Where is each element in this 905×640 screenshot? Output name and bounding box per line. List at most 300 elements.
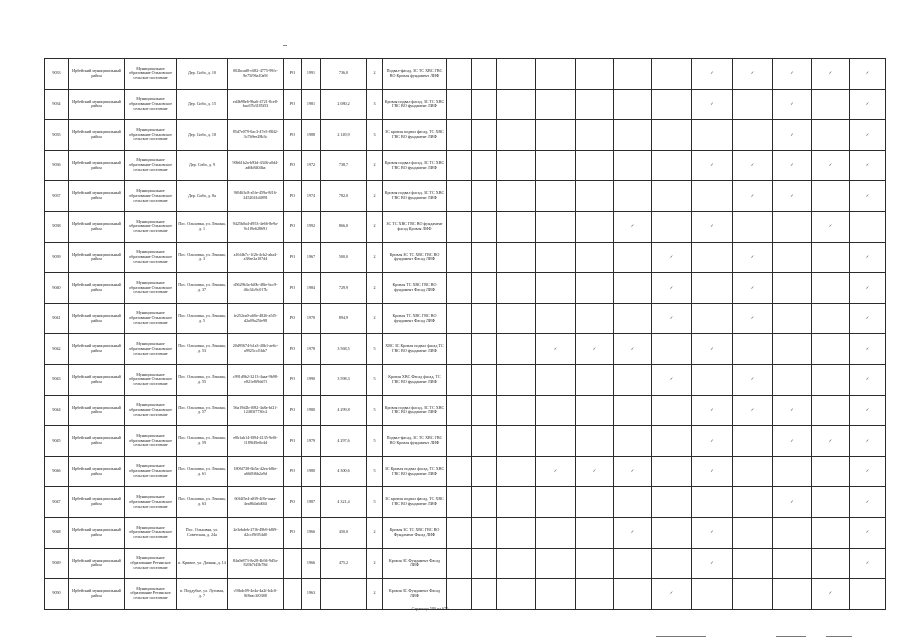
work-check-cell: ✓: [652, 242, 692, 273]
row-id-cell: 9050: [45, 579, 69, 610]
work-check-cell: ✓: [850, 181, 886, 212]
build-year-cell: 1980: [302, 395, 321, 426]
work-check-cell: [614, 426, 652, 457]
address-cell: п. Поддубье, ул. Луговая, д. 7: [177, 579, 228, 610]
row-id-cell: 9048: [45, 517, 69, 548]
district-cell: Ирбейский муниципальный район: [69, 395, 125, 426]
floors-cell: 2: [367, 579, 383, 610]
work-check-cell: [536, 364, 576, 395]
fias-code-cell: fe252ea0-a60e-4826-a5f5-d2a09a25fe98: [228, 303, 284, 334]
address-cell: Пос. Ольховка, ул. Ленина, д. 59: [177, 426, 228, 457]
work-check-cell: [576, 181, 614, 212]
works-list-cell: Кровля ЗС ТС ХВС ГВС ВО Фундамент Фасад ЛИФ: [383, 517, 447, 548]
work-check-cell: [812, 456, 850, 487]
ownership-type-cell: РО: [284, 59, 302, 90]
work-check-cell: [472, 395, 497, 426]
work-check-cell: [576, 517, 614, 548]
work-check-cell: ✓: [773, 487, 812, 518]
work-check-cell: [576, 150, 614, 181]
address-cell: Пос. Ольховка, ул. Ленина, д. 3: [177, 242, 228, 273]
work-check-cell: [773, 579, 812, 610]
fias-code-cell: 84a0e873-0e28-4b94-9d5a-820b7f45b78d: [228, 548, 284, 579]
area-cell: 736,0: [321, 59, 367, 90]
works-list-cell: Кровля ЗС ТС ХВС ГВС ВО фундамент Фасад ЛИФ: [383, 242, 447, 273]
work-check-cell: ✓: [812, 211, 850, 242]
work-check-cell: ✓: [850, 456, 886, 487]
floors-cell: 5: [367, 456, 383, 487]
work-check-cell: [447, 211, 472, 242]
area-cell: 500,0: [321, 242, 367, 273]
work-check-cell: ✓: [850, 303, 886, 334]
municipality-cell: Муниципальное образование Ольховское сельское поселение: [125, 364, 177, 395]
district-cell: Ирбейский муниципальный район: [69, 89, 125, 120]
work-check-cell: [576, 303, 614, 334]
work-check-cell: [536, 211, 576, 242]
work-check-cell: ✓: [652, 579, 692, 610]
work-check-cell: [497, 120, 536, 151]
build-year-cell: 1988: [302, 120, 321, 151]
work-check-cell: [472, 89, 497, 120]
work-check-cell: ✓: [652, 273, 692, 304]
works-list-cell: ХВС ЗС Кровля подвал фасад ТС ГВС ВО фундамент ЛИФ: [383, 334, 447, 365]
work-check-cell: ✓: [812, 426, 850, 457]
work-check-cell: [652, 150, 692, 181]
area-cell: 4 321,4: [321, 487, 367, 518]
build-year-cell: 1972: [302, 150, 321, 181]
work-check-cell: [692, 273, 733, 304]
table-row: [45, 548, 886, 579]
ownership-type-cell: РО: [284, 211, 302, 242]
work-check-cell: ✓: [812, 579, 850, 610]
work-check-cell: [497, 59, 536, 90]
address-cell: Дер. Сибо, д. 10: [177, 59, 228, 90]
area-cell: 738,7: [321, 150, 367, 181]
work-check-cell: [614, 89, 652, 120]
work-check-cell: [850, 211, 886, 242]
table-row: [45, 59, 886, 90]
fias-code-cell: ed4b98e6-9ba6-4721-8ce8-bac67b3185f53: [228, 89, 284, 120]
works-list-cell: Кровля подвал фасад, ЗС ТС ХВС ГВС ВО фундамент ЛИФ: [383, 89, 447, 120]
district-cell: Ирбейский муниципальный район: [69, 487, 125, 518]
work-check-cell: [652, 59, 692, 90]
work-check-cell: [576, 211, 614, 242]
work-check-cell: [692, 303, 733, 334]
table-row: [45, 579, 886, 610]
floors-cell: 2: [367, 242, 383, 273]
fias-code-cell: 9425b0a4-d953-4e66-8e9a-9c1f9e628691: [228, 211, 284, 242]
work-check-cell: [447, 364, 472, 395]
work-check-cell: ✓: [614, 456, 652, 487]
ownership-type-cell: РО: [284, 487, 302, 518]
work-check-cell: [447, 579, 472, 610]
work-check-cell: [812, 364, 850, 395]
work-check-cell: ✓: [850, 334, 886, 365]
work-check-cell: [447, 395, 472, 426]
works-list-cell: Кровля ТС ХВС ГВС ВО фундамент Фасад ЛИФ: [383, 303, 447, 334]
works-list-cell: Кровля ЗС Фундамент Фасад ЛИФ: [383, 548, 447, 579]
work-check-cell: [472, 579, 497, 610]
district-cell: Ирбейский муниципальный район: [69, 334, 125, 365]
work-check-cell: [472, 548, 497, 579]
floors-cell: 5: [367, 334, 383, 365]
work-check-cell: [614, 120, 652, 151]
ownership-type-cell: РО: [284, 517, 302, 548]
table-row: [45, 273, 886, 304]
ownership-type-cell: [284, 548, 302, 579]
address-cell: Дер. Сибо, д. 8а: [177, 181, 228, 212]
work-check-cell: [733, 456, 773, 487]
work-check-cell: [733, 487, 773, 518]
floors-cell: 3: [367, 89, 383, 120]
work-check-cell: [773, 242, 812, 273]
district-cell: Ирбейский муниципальный район: [69, 364, 125, 395]
work-check-cell: [447, 303, 472, 334]
table-row: [45, 242, 886, 273]
work-check-cell: [497, 517, 536, 548]
work-check-cell: ✓: [692, 89, 733, 120]
work-check-cell: ✓: [652, 303, 692, 334]
row-id-cell: 9034: [45, 89, 69, 120]
works-list-cell: Кровля подвал фасад, ЗС ТС ХВС ГВС ВО фундамент ЛИФ: [383, 395, 447, 426]
work-check-cell: ✓: [773, 150, 812, 181]
work-check-cell: [576, 548, 614, 579]
address-cell: Пос. Ольховка, ул. Ленина, д. 1: [177, 211, 228, 242]
works-list-cell: ЗС Кровля подвал фасад, ТС ХВС ГВС ВО фундамент ЛИФ: [383, 456, 447, 487]
work-check-cell: [576, 579, 614, 610]
table-row: [45, 395, 886, 426]
fias-code-cell: e0b1ab14-8f94-4135-9e0f-1189f49e0e4d: [228, 426, 284, 457]
work-check-cell: [497, 456, 536, 487]
row-id-cell: 9040: [45, 273, 69, 304]
work-check-cell: [536, 487, 576, 518]
work-check-cell: [812, 395, 850, 426]
area-cell: 450,0: [321, 517, 367, 548]
work-check-cell: [692, 120, 733, 151]
build-year-cell: 1991: [302, 59, 321, 90]
work-check-cell: ✓: [850, 89, 886, 120]
floors-cell: 2: [367, 273, 383, 304]
area-cell: 782,0: [321, 181, 367, 212]
work-check-cell: ✓: [733, 59, 773, 90]
row-id-cell: 9049: [45, 548, 69, 579]
district-cell: Ирбейский муниципальный район: [69, 59, 125, 90]
work-check-cell: [614, 273, 652, 304]
work-check-cell: [472, 364, 497, 395]
floors-cell: 5: [367, 364, 383, 395]
ownership-type-cell: [284, 579, 302, 610]
work-check-cell: [472, 487, 497, 518]
housing-register-table: [44, 58, 886, 610]
address-cell: Пос. Ольховка, ул. Советская, д. 24а: [177, 517, 228, 548]
district-cell: Ирбейский муниципальный район: [69, 181, 125, 212]
district-cell: Ирбейский муниципальный район: [69, 303, 125, 334]
work-check-cell: [447, 517, 472, 548]
municipality-cell: Муниципальное образование Ольховское сельское поселение: [125, 303, 177, 334]
district-cell: Ирбейский муниципальный район: [69, 150, 125, 181]
work-check-cell: [850, 579, 886, 610]
works-list-cell: ЗС кровля подвал фасад, ТС ХВС ГВС ВО фундамент ЛИФ: [383, 120, 447, 151]
work-check-cell: ✓: [773, 120, 812, 151]
work-check-cell: [497, 334, 536, 365]
work-check-cell: ✓: [773, 89, 812, 120]
municipality-cell: Муниципальное образование Ольховское сельское поселение: [125, 487, 177, 518]
work-check-cell: [536, 303, 576, 334]
work-check-cell: ✓: [850, 242, 886, 273]
fias-code-cell: 20d95674-b1a3-40b1-ae6c-a9925ccf1bb7: [228, 334, 284, 365]
district-cell: Ирбейский муниципальный район: [69, 426, 125, 457]
work-check-cell: ✓: [733, 273, 773, 304]
municipality-cell: Муниципальное образование Ольховское сельское поселение: [125, 120, 177, 151]
work-check-cell: [614, 303, 652, 334]
ownership-type-cell: РО: [284, 303, 302, 334]
row-id-cell: 9043: [45, 364, 69, 395]
works-list-cell: Кровля ЗС Фундамент Фасад ЛИФ: [383, 579, 447, 610]
work-check-cell: [773, 211, 812, 242]
row-id-cell: 9042: [45, 334, 69, 365]
works-list-cell: Кровля подвал фасад, ЗС ТС ХВС ГВС ВО фундамент ЛИФ: [383, 181, 447, 212]
work-check-cell: [614, 242, 652, 273]
row-id-cell: 9045: [45, 426, 69, 457]
work-check-cell: [652, 426, 692, 457]
work-check-cell: [472, 334, 497, 365]
fias-code-cell: 90b61b2a-b93d-4346-a0d4-ad6b8404ba: [228, 150, 284, 181]
work-check-cell: [692, 487, 733, 518]
fias-code-cell: 2e3ebdeb-27f6-49b9-b8f9-d2ccf9f054d0: [228, 517, 284, 548]
work-check-cell: ✓: [850, 364, 886, 395]
fias-code-cell: a16f4b7c-1f2b-4cb2-aba4-a38ee2a107d4: [228, 242, 284, 273]
work-check-cell: ✓: [773, 181, 812, 212]
municipality-cell: Муниципальное образование Ольховское сельское поселение: [125, 456, 177, 487]
work-check-cell: [773, 364, 812, 395]
municipality-cell: Муниципальное образование Ретинское сельское поселение: [125, 548, 177, 579]
table-row: [45, 211, 886, 242]
work-check-cell: [472, 59, 497, 90]
table-row: [45, 181, 886, 212]
work-check-cell: [692, 181, 733, 212]
work-check-cell: ✓: [850, 395, 886, 426]
floors-cell: 2: [367, 181, 383, 212]
table-row: [45, 456, 886, 487]
build-year-cell: 1966: [302, 548, 321, 579]
fias-code-cell: 9f0463c8-a5fe-459a-8f16-2452041d4891: [228, 181, 284, 212]
build-year-cell: 1987: [302, 487, 321, 518]
fias-code-cell: 002bcad0-c682-4775-99fc-8e75f96a10a9f: [228, 59, 284, 90]
fias-code-cell: c991d9b2-3213-4aaa-9b98-e821e8f9dd7f: [228, 364, 284, 395]
work-check-cell: [447, 273, 472, 304]
municipality-cell: Муниципальное образование Ретинское сельское поселение: [125, 579, 177, 610]
address-cell: Дер. Сибо, д. 18: [177, 120, 228, 151]
work-check-cell: [812, 517, 850, 548]
work-check-cell: [576, 89, 614, 120]
work-check-cell: [652, 181, 692, 212]
row-id-cell: 9046: [45, 456, 69, 487]
page-number-footer: Страница 580 из 670: [411, 606, 449, 611]
work-check-cell: [652, 89, 692, 120]
table-row: [45, 364, 886, 395]
work-check-cell: [497, 548, 536, 579]
scan-dash-mark: [283, 45, 287, 46]
work-check-cell: [447, 120, 472, 151]
work-check-cell: [576, 487, 614, 518]
work-check-cell: ✓: [850, 59, 886, 90]
work-check-cell: [536, 181, 576, 212]
ownership-type-cell: РО: [284, 273, 302, 304]
work-check-cell: [652, 517, 692, 548]
work-check-cell: [447, 150, 472, 181]
municipality-cell: Муниципальное образование Ольховское сельское поселение: [125, 150, 177, 181]
scan-edge-mark: [776, 636, 806, 637]
floors-cell: 5: [367, 487, 383, 518]
work-check-cell: [576, 120, 614, 151]
floors-cell: 5: [367, 395, 383, 426]
work-check-cell: [692, 364, 733, 395]
work-check-cell: [576, 395, 614, 426]
build-year-cell: 1984: [302, 273, 321, 304]
area-cell: 3 598,3: [321, 364, 367, 395]
area-cell: 3 568,5: [321, 334, 367, 365]
work-check-cell: [497, 273, 536, 304]
ownership-type-cell: РО: [284, 364, 302, 395]
district-cell: Ирбейский муниципальный район: [69, 120, 125, 151]
work-check-cell: [536, 395, 576, 426]
row-id-cell: 9038: [45, 211, 69, 242]
work-check-cell: [536, 242, 576, 273]
municipality-cell: Муниципальное образование Ольховское сельское поселение: [125, 181, 177, 212]
scan-edge-mark: [826, 636, 852, 637]
work-check-cell: [733, 120, 773, 151]
area-cell: 475,2: [321, 548, 367, 579]
district-cell: Ирбейский муниципальный район: [69, 456, 125, 487]
work-check-cell: [497, 579, 536, 610]
work-check-cell: ✓: [614, 211, 652, 242]
work-check-cell: [614, 59, 652, 90]
work-check-cell: [447, 456, 472, 487]
address-cell: Пос. Ольховка, ул. Ленина, д. 63: [177, 487, 228, 518]
work-check-cell: [472, 456, 497, 487]
work-check-cell: ✓: [812, 150, 850, 181]
ownership-type-cell: РО: [284, 89, 302, 120]
work-check-cell: [576, 364, 614, 395]
floors-cell: 2: [367, 211, 383, 242]
work-check-cell: ✓: [733, 150, 773, 181]
build-year-cell: 1980: [302, 456, 321, 487]
work-check-cell: [447, 89, 472, 120]
work-check-cell: ✓: [692, 548, 733, 579]
work-check-cell: [447, 334, 472, 365]
work-check-cell: [652, 487, 692, 518]
table-row: [45, 426, 886, 457]
works-list-cell: ЗС кровля подвал фасад, ТС ХВС ГВС ВО фундамент ЛИФ: [383, 487, 447, 518]
work-check-cell: [472, 426, 497, 457]
build-year-cell: 1963: [302, 579, 321, 610]
row-id-cell: 9041: [45, 303, 69, 334]
district-cell: Ирбейский муниципальный район: [69, 211, 125, 242]
work-check-cell: [812, 181, 850, 212]
work-check-cell: ✓: [692, 456, 733, 487]
work-check-cell: [773, 273, 812, 304]
area-cell: 2 149,9: [321, 120, 367, 151]
work-check-cell: [447, 181, 472, 212]
work-check-cell: ✓: [692, 150, 733, 181]
work-check-cell: [497, 181, 536, 212]
build-year-cell: 1978: [302, 334, 321, 365]
address-cell: п. Кривое, ул. Дачная, д. 14: [177, 548, 228, 579]
area-cell: 866,0: [321, 211, 367, 242]
work-check-cell: ✓: [733, 303, 773, 334]
work-check-cell: ✓: [850, 426, 886, 457]
address-cell: Дер. Сибо, д. 9: [177, 150, 228, 181]
work-check-cell: ✓: [773, 426, 812, 457]
work-check-cell: [536, 579, 576, 610]
address-cell: Пос. Ольховка, ул. Ленина, д. 61: [177, 456, 228, 487]
work-check-cell: ✓: [850, 548, 886, 579]
fias-code-cell: 60f4f5e4-a8f9-4f8e-aaaa-4ea864a6d04f: [228, 487, 284, 518]
work-check-cell: [497, 487, 536, 518]
works-list-cell: Подвал-фасад, ЗС ТС ХВС ГВС ВО Кровля фундамент ЛИФ: [383, 59, 447, 90]
work-check-cell: ✓: [773, 395, 812, 426]
build-year-cell: 1979: [302, 426, 321, 457]
work-check-cell: [472, 211, 497, 242]
work-check-cell: ✓: [850, 273, 886, 304]
work-check-cell: [536, 273, 576, 304]
municipality-cell: Муниципальное образование Ольховское сельское поселение: [125, 395, 177, 426]
work-check-cell: [536, 59, 576, 90]
district-cell: Ирбейский муниципальный район: [69, 273, 125, 304]
work-check-cell: [472, 181, 497, 212]
area-cell: [321, 579, 367, 610]
build-year-cell: 1981: [302, 89, 321, 120]
work-check-cell: ✓: [614, 334, 652, 365]
work-check-cell: [812, 242, 850, 273]
floors-cell: 5: [367, 426, 383, 457]
work-check-cell: [652, 456, 692, 487]
work-check-cell: [497, 364, 536, 395]
work-check-cell: [614, 395, 652, 426]
work-check-cell: [812, 303, 850, 334]
address-cell: Пос. Ольховка, ул. Ленина, д. 55: [177, 364, 228, 395]
work-check-cell: ✓: [536, 334, 576, 365]
work-check-cell: [614, 487, 652, 518]
table-row: [45, 334, 886, 365]
row-id-cell: 9037: [45, 181, 69, 212]
table-row: [45, 150, 886, 181]
work-check-cell: [614, 364, 652, 395]
work-check-cell: ✓: [733, 242, 773, 273]
work-check-cell: [692, 579, 733, 610]
table-row: [45, 517, 886, 548]
work-check-cell: [472, 303, 497, 334]
work-check-cell: [472, 517, 497, 548]
address-cell: Пос. Ольховка, ул. Ленина, д. 53: [177, 334, 228, 365]
work-check-cell: [472, 120, 497, 151]
ownership-type-cell: РО: [284, 395, 302, 426]
work-check-cell: [447, 548, 472, 579]
work-check-cell: [614, 548, 652, 579]
row-id-cell: 9047: [45, 487, 69, 518]
table-row: [45, 487, 886, 518]
work-check-cell: [472, 150, 497, 181]
row-id-cell: 9039: [45, 242, 69, 273]
work-check-cell: ✓: [614, 517, 652, 548]
build-year-cell: 1992: [302, 211, 321, 242]
work-check-cell: [733, 517, 773, 548]
address-cell: Дер. Сибо, д. 15: [177, 89, 228, 120]
area-cell: 4 297,6: [321, 426, 367, 457]
works-list-cell: Подвал-фасад, ЗС ТС ХВС ГВС ВО Кровля фундамент ЛИФ: [383, 426, 447, 457]
row-id-cell: 9036: [45, 150, 69, 181]
work-check-cell: [812, 548, 850, 579]
municipality-cell: Муниципальное образование Ольховское сельское поселение: [125, 89, 177, 120]
